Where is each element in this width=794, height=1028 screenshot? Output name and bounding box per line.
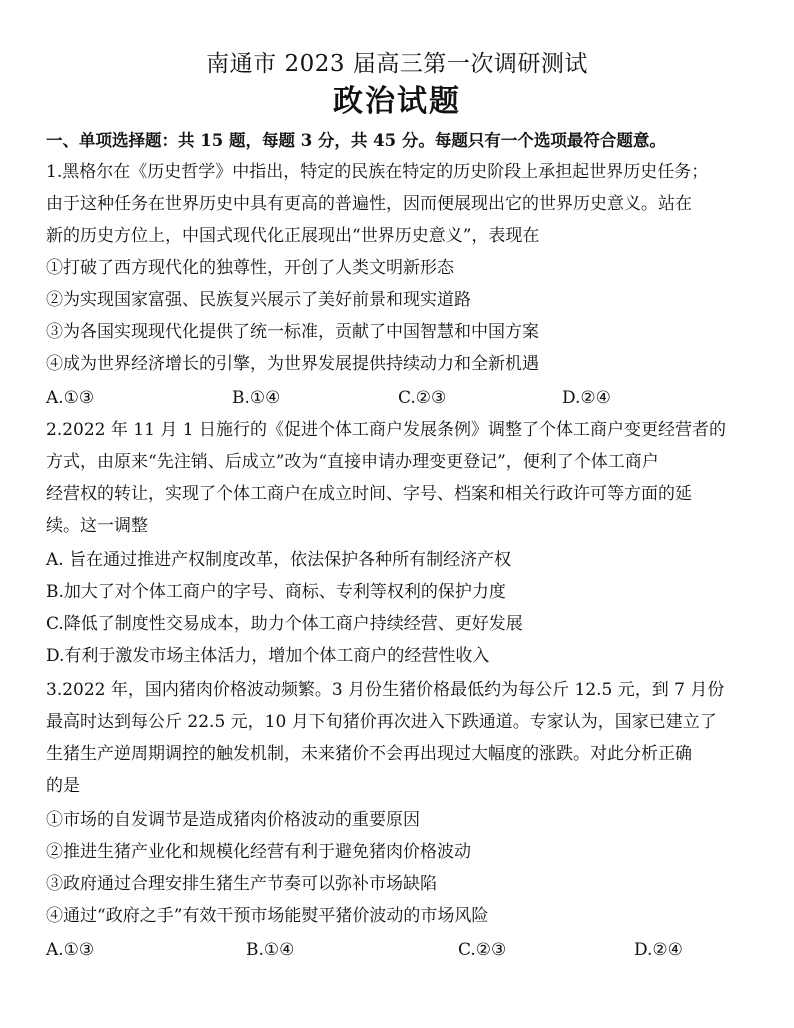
q2-stem-line-3: 经营权的转让，实现了个体工商户在成立时间、字号、档案和相关行政许可等方面的延 bbox=[46, 484, 692, 504]
q1-option-d: D.②④ bbox=[562, 388, 611, 408]
q3-stem-line-4: 的是 bbox=[46, 776, 80, 796]
q3-item-4: ④通过“政府之手”有效干预市场能熨平猪价波动的市场风险 bbox=[46, 906, 489, 926]
q2-choice-d: D.有利于激发市场主体活力，增加个体工商户的经营性收入 bbox=[46, 646, 490, 666]
q2-stem-line-4: 续。这一调整 bbox=[46, 516, 148, 536]
q2-choice-b: B.加大了对个体工商户的字号、商标、专利等权利的保护力度 bbox=[46, 582, 506, 602]
q1-option-a: A.①③ bbox=[46, 388, 95, 408]
q2-choice-a: A. 旨在通过推进产权制度改革，依法保护各种所有制经济产权 bbox=[46, 550, 512, 570]
q3-stem-line-2: 最高时达到每公斤 22.5 元，10 月下旬猪价再次进入下跌通道。专家认为，国家已建立了 bbox=[46, 712, 717, 732]
section-heading: 一、单项选择题：共 15 题，每题 3 分，共 45 分。每题只有一个选项最符合题意。 bbox=[46, 131, 666, 150]
q2-stem-line-2: 方式，由原来“先注销、后成立”改为“直接申请办理变更登记”，便利了个体工商户 bbox=[46, 452, 659, 472]
q3-option-a: A.①③ bbox=[46, 940, 95, 960]
q1-option-c: C.②③ bbox=[398, 388, 447, 408]
q1-stem-line-1: 1.黑格尔在《历史哲学》中指出，特定的民族在特定的历史阶段上承担起世界历史任务； bbox=[46, 162, 709, 182]
q3-option-d: D.②④ bbox=[634, 940, 683, 960]
q3-stem-line-3: 生猪生产逆周期调控的触发机制，未来猪价不会再出现过大幅度的涨跌。对此分析正确 bbox=[46, 744, 692, 764]
subject-title: 政治试题 bbox=[333, 84, 461, 119]
q1-item-3: ③为各国实现现代化提供了统一标准，贡献了中国智慧和中国方案 bbox=[46, 322, 539, 342]
exam-title: 南通市 2023 届高三第一次调研测试 bbox=[206, 51, 588, 77]
q3-stem-line-1: 3.2022 年，国内猪肉价格波动频繁。3 月份生猪价格最低约为每公斤 12.5 元，到 7 月份 bbox=[46, 680, 725, 700]
q3-option-c: C.②③ bbox=[458, 940, 507, 960]
q3-item-2: ②推进生猪产业化和规模化经营有利于避免猪肉价格波动 bbox=[46, 842, 471, 862]
q1-stem-line-2: 由于这种任务在世界历史中具有更高的普遍性，因而便展现出它的世界历史意义。站在 bbox=[46, 194, 692, 214]
q1-item-1: ①打破了西方现代化的独尊性，开创了人类文明新形态 bbox=[46, 258, 454, 278]
q1-item-4: ④成为世界经济增长的引擎，为世界发展提供持续动力和全新机遇 bbox=[46, 354, 539, 374]
q2-stem-line-1: 2.2022 年 11 月 1 日施行的《促进个体工商户发展条例》调整了个体工商户变更经营者的 bbox=[46, 420, 726, 440]
q1-stem-line-3: 新的历史方位上，中国式现代化正展现出“世界历史意义”，表现在 bbox=[46, 226, 540, 246]
q1-option-b: B.①④ bbox=[232, 388, 281, 408]
q3-item-3: ③政府通过合理安排生猪生产节奏可以弥补市场缺陷 bbox=[46, 874, 437, 894]
q2-choice-c: C.降低了制度性交易成本，助力个体工商户持续经营、更好发展 bbox=[46, 614, 523, 634]
q1-item-2: ②为实现国家富强、民族复兴展示了美好前景和现实道路 bbox=[46, 290, 471, 310]
q3-item-1: ①市场的自发调节是造成猪肉价格波动的重要原因 bbox=[46, 810, 420, 830]
q3-option-b: B.①④ bbox=[246, 940, 295, 960]
